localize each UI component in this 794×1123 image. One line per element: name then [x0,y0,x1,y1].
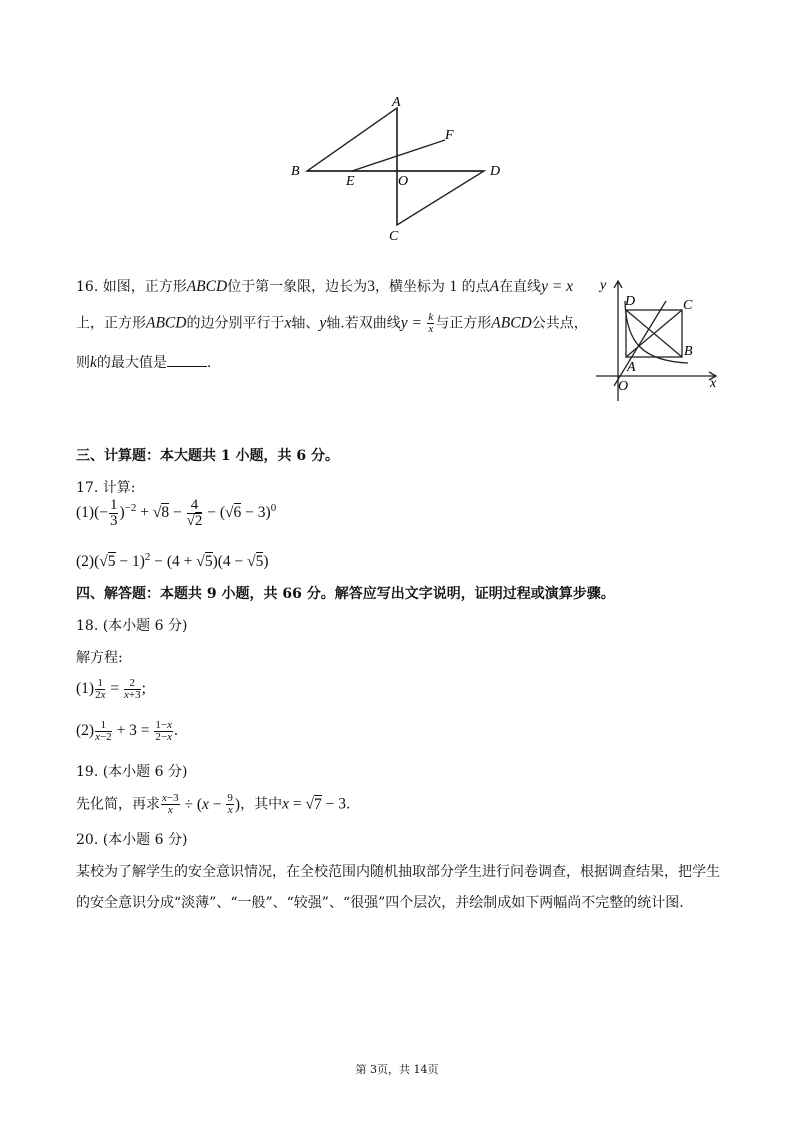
label-D: D [490,164,501,179]
q19-text: . [345,796,351,813]
q16-text: 则 [76,355,90,371]
q18-part1: (1) $\frac{1}{2x}$ = $\frac{2}{x+3}$ ; [76,677,146,701]
q20-body: 某校为了解学生的安全意识情况，在全校范围内随机抽取部分学生进行问卷调查，根据调查结果，把学生的安全意识分成“淡薄”、“一般”、“较强”、“很强”四个层次，并绘制成如下两幅尚不完整的统计图. [76,864,720,911]
q18-title: 18. (本小题 6 分) [76,618,188,634]
q19-title: 19. (本小题 6 分) [76,764,188,780]
fig-B: B [684,344,693,359]
q17-part1: (1)(− $\frac{1}{3}$ )$^{-2}$ + √8 − $\frac{4}{√2}$ − $(√6 - 3)^0$ [76,497,277,529]
q16-text: 位于第一象限，边长为 [227,279,368,295]
page-footer: 第 3页，共 14页 [355,1063,439,1076]
q16-equation: y = x [541,278,574,295]
frac-9-x: $\frac{9}{x}$ [227,792,233,817]
q16-text: 的最大值是 [96,355,167,371]
part-label: (2) [76,722,95,740]
q20-title: 20. (本小题 6 分) [76,832,188,848]
section-3-heading: 三、计算题：本大题共 1 小题，共 6 分。 [76,448,339,464]
label-C: C [389,229,399,244]
fig-O: O [618,379,629,394]
q16-text: 与正方形 [435,315,492,332]
fig-A: A [627,360,636,375]
label-E: E [346,174,355,189]
fig-C: C [683,298,693,313]
frac-den: x [428,323,434,335]
q16-text: 上，正方形 [76,315,146,332]
label-B: B [291,164,300,179]
q16-text: ，横坐标为 [374,279,445,295]
q16-text: 的点 [461,279,490,295]
frac-1-x2: $\frac{1}{x-2}$ [95,719,112,743]
q16-text: 轴、 [291,315,320,332]
fig-y: y [600,278,607,293]
q16-line2 [76,312,588,335]
q16-var: k [90,354,97,371]
q16-fraction [427,312,434,335]
q16-point: A [489,278,500,295]
section-4-heading: 四、解答题：本题共 9 小题，共 66 分。解答应写出文字说明，证明过程或演算步骤。 [76,586,615,602]
q16-abcd: ABCD [491,314,532,332]
q19-text: 先化简，再求 [76,796,160,813]
q16-abcd: ABCD [146,314,187,332]
label-A: A [392,95,401,110]
q16-text: 轴.若双曲线 [326,315,401,332]
part-label: (2) [76,553,95,571]
q19-text: ，其中 [240,796,283,813]
rhombus-figure [285,95,515,245]
q16-text: 16. 如图，正方形 [76,279,187,295]
frac-4-sqrt2: $\frac{4}{√2}$ [186,497,203,529]
part-label: (1) [76,504,95,522]
q19-body: 先化简，再求 $\frac{x-3}{x}$ ÷ (x − $\frac{9}{x}$ )，其中x = √7 − 3. [76,792,351,817]
q16-text: . [206,355,212,371]
frac-num: k [428,311,434,323]
frac-1-3: $\frac{1}{3}$ [109,497,118,529]
label-F: F [445,128,454,143]
label-O: O [398,174,409,189]
part-label: (1) [76,680,95,698]
q16-line1 [76,276,573,296]
q18-part2: (2) $\frac{1}{x-2}$ + 3 = $\frac{1-x}{2-x}$ . [76,719,178,743]
q16-var: y [319,314,327,332]
q16-text: 公共点， [531,315,588,332]
answer-blank[interactable] [167,354,207,367]
q16-line3 [76,352,211,372]
q16-hyperbola-lhs: y = [400,314,422,332]
frac-x3-x: $\frac{x-3}{x}$ [162,792,179,816]
q16-var: x [284,314,292,332]
q16-text: 在直线 [499,279,542,295]
q16-abcd: ABCD [186,278,228,295]
fig-D: D [625,294,636,309]
q16-text: 的边分别平行于 [186,315,285,332]
q16-num: 3 [367,278,375,295]
square-hyperbola-figure [588,273,728,403]
fig-x: x [710,376,717,391]
frac-1x-2x: $\frac{1-x}{2-x}$ [155,719,173,743]
q18-sub: 解方程: [76,650,123,666]
frac-1-2x: $\frac{1}{2x}$ [95,677,106,701]
q16-num: 1 [449,278,458,295]
frac-2-x3: $\frac{2}{x+3}$ [123,677,141,701]
q17-title: 17. 计算: [76,480,136,496]
q17-part2: $(2)(√5 - 1)^2 - (4 + √5)(4 - √5)$ [76,551,269,571]
